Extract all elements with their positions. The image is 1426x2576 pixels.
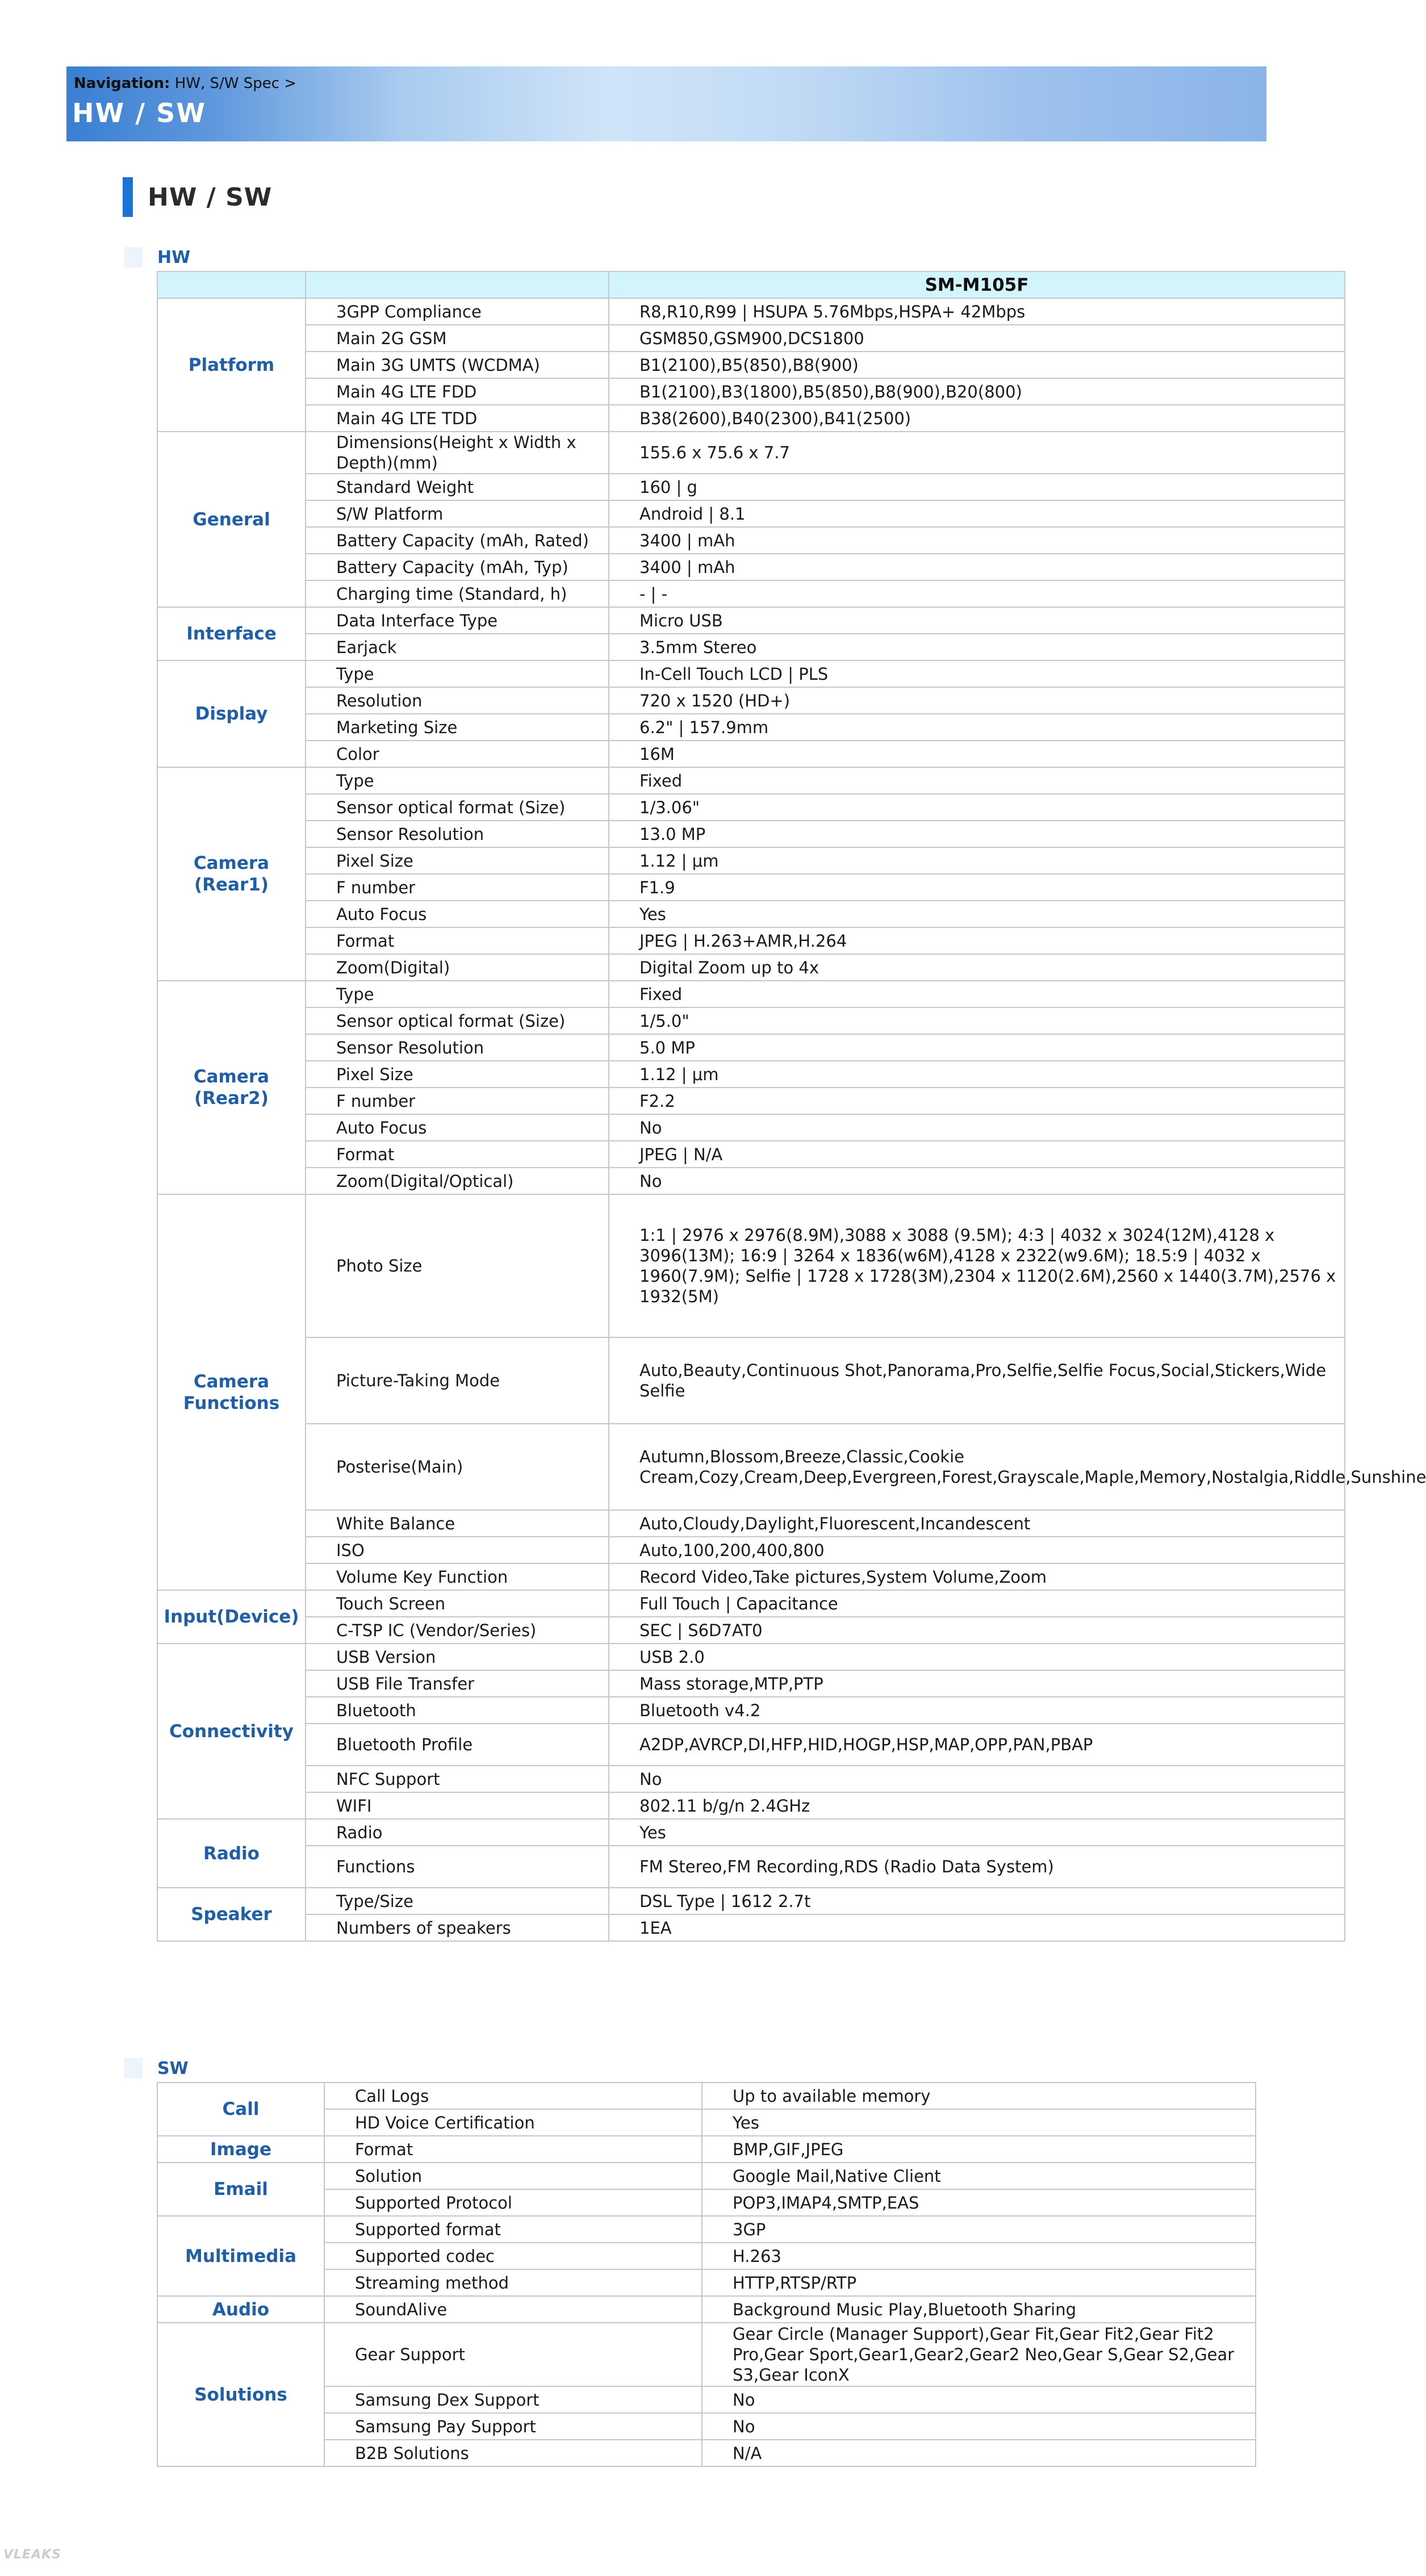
spec-row [157, 1337, 1345, 1424]
spec-key: F number [306, 874, 609, 901]
group-label: Image [157, 2136, 324, 2163]
sw-label: SW [157, 2058, 189, 2079]
spec-value: Fixed [609, 981, 1345, 1007]
group-label: Speaker [157, 1888, 306, 1941]
spec-row [157, 794, 1345, 821]
spec-row [157, 474, 1345, 500]
spec-value: 13.0 MP [609, 821, 1345, 847]
spec-key: Supported Protocol [324, 2189, 702, 2216]
breadcrumb-link[interactable]: HW, S/W Spec > [174, 75, 297, 92]
spec-key: Format [324, 2136, 702, 2163]
spec-value: GSM850,GSM900,DCS1800 [609, 325, 1345, 352]
spec-value: Yes [609, 1819, 1345, 1846]
spec-key: Supported codec [324, 2243, 702, 2269]
spec-value: 1/3.06" [609, 794, 1345, 821]
spec-value: Yes [609, 901, 1345, 927]
spec-row [157, 298, 1345, 325]
spec-key: Bluetooth [306, 1697, 609, 1724]
spec-value: R8,R10,R99 | HSUPA 5.76Mbps,HSPA+ 42Mbps [609, 298, 1345, 325]
model-header: SM-M105F [609, 271, 1345, 298]
spec-row [157, 1914, 1345, 1941]
sw-subheading [124, 2058, 189, 2079]
header-empty-cell [306, 271, 609, 298]
spec-row [157, 821, 1345, 847]
spec-value: FM Stereo,FM Recording,RDS (Radio Data System) [609, 1846, 1345, 1888]
spec-key: Main 3G UMTS (WCDMA) [306, 352, 609, 378]
section-title: HW / SW [148, 182, 273, 212]
spec-key: WIFI [306, 1792, 609, 1819]
spec-key: Type/Size [306, 1888, 609, 1914]
spec-key: Gear Support [324, 2323, 702, 2386]
hw-subheading [124, 247, 190, 267]
spec-key: Format [306, 1141, 609, 1168]
spec-key: B2B Solutions [324, 2440, 702, 2466]
spec-key: Resolution [306, 687, 609, 714]
spec-row [157, 767, 1345, 794]
group-label: Camera Functions [157, 1194, 306, 1590]
spec-key: Bluetooth Profile [306, 1724, 609, 1766]
breadcrumb-label: Navigation: [74, 75, 170, 92]
spec-value: - | - [609, 580, 1345, 607]
group-label: Input(Device) [157, 1590, 306, 1644]
spec-row [157, 554, 1345, 580]
spec-row [157, 1617, 1345, 1644]
spec-value: F2.2 [609, 1088, 1345, 1114]
spec-row [157, 378, 1345, 405]
spec-row [157, 1590, 1345, 1617]
spec-key: Sensor optical format (Size) [306, 1007, 609, 1034]
spec-value: Up to available memory [702, 2082, 1256, 2109]
spec-key: Pixel Size [306, 1061, 609, 1088]
spec-value: No [609, 1168, 1345, 1194]
spec-value: JPEG | H.263+AMR,H.264 [609, 927, 1345, 954]
spec-key: Radio [306, 1819, 609, 1846]
spec-value: 720 x 1520 (HD+) [609, 687, 1345, 714]
spec-value: 155.6 x 75.6 x 7.7 [609, 432, 1345, 474]
spec-value: N/A [702, 2440, 1256, 2466]
group-label: Connectivity [157, 1644, 306, 1819]
spec-value: Background Music Play,Bluetooth Sharing [702, 2296, 1256, 2323]
spec-key: Auto Focus [306, 1114, 609, 1141]
spec-key: SoundAlive [324, 2296, 702, 2323]
spec-value: Bluetooth v4.2 [609, 1697, 1345, 1724]
spec-row [157, 1766, 1345, 1792]
spec-row [157, 1510, 1345, 1537]
spec-value: 16M [609, 741, 1345, 767]
spec-value: 1.12 | μm [609, 847, 1345, 874]
spec-key: HD Voice Certification [324, 2109, 702, 2136]
spec-key: Supported format [324, 2216, 702, 2243]
spec-row [157, 1168, 1345, 1194]
spec-value: 3400 | mAh [609, 554, 1345, 580]
spec-value: No [609, 1114, 1345, 1141]
spec-row [157, 2163, 1256, 2189]
spec-row [157, 1670, 1345, 1697]
spec-row [157, 714, 1345, 741]
spec-row [157, 1819, 1345, 1846]
spec-key: Streaming method [324, 2269, 702, 2296]
spec-row [157, 1846, 1345, 1888]
hw-marker-box [124, 247, 143, 267]
spec-value: USB 2.0 [609, 1644, 1345, 1670]
spec-value: In-Cell Touch LCD | PLS [609, 660, 1345, 687]
spec-key: NFC Support [306, 1766, 609, 1792]
spec-value: B1(2100),B3(1800),B5(850),B8(900),B20(800) [609, 378, 1345, 405]
group-label: Interface [157, 607, 306, 660]
group-label: Email [157, 2163, 324, 2216]
spec-key: Samsung Pay Support [324, 2413, 702, 2440]
spec-value: Fixed [609, 767, 1345, 794]
spec-key: Standard Weight [306, 474, 609, 500]
group-label: Solutions [157, 2323, 324, 2466]
spec-value: A2DP,AVRCP,DI,HFP,HID,HOGP,HSP,MAP,OPP,PAN,PBAP [609, 1724, 1345, 1766]
spec-key: F number [306, 1088, 609, 1114]
spec-key: Main 2G GSM [306, 325, 609, 352]
spec-key: Functions [306, 1846, 609, 1888]
spec-row [157, 874, 1345, 901]
hw-label: HW [157, 247, 191, 267]
spec-value: 3.5mm Stereo [609, 634, 1345, 660]
spec-value: Google Mail,Native Client [702, 2163, 1256, 2189]
spec-value: JPEG | N/A [609, 1141, 1345, 1168]
spec-row [157, 847, 1345, 874]
spec-key: Sensor Resolution [306, 821, 609, 847]
spec-row [157, 1007, 1345, 1034]
spec-row [157, 954, 1345, 981]
spec-row [157, 432, 1345, 474]
spec-key: Dimensions(Height x Width x Depth)(mm) [306, 432, 609, 474]
spec-value: 1.12 | μm [609, 1061, 1345, 1088]
spec-value: 6.2" | 157.9mm [609, 714, 1345, 741]
spec-key: Solution [324, 2163, 702, 2189]
spec-row [157, 2323, 1256, 2386]
spec-row [157, 1061, 1345, 1088]
spec-row [157, 1563, 1345, 1590]
group-label: Display [157, 660, 306, 767]
spec-key: Auto Focus [306, 901, 609, 927]
spec-value: Gear Circle (Manager Support),Gear Fit,Gear Fit2,Gear Fit2 Pro,Gear Sport,Gear1,Gear2,Gear2 Neo,Gear S,Gear S2,Gear S3,Gear IconX [702, 2323, 1256, 2386]
spec-key: Numbers of speakers [306, 1914, 609, 1941]
spec-key: Posterise(Main) [306, 1424, 609, 1510]
spec-row [157, 2136, 1256, 2163]
spec-value: 3400 | mAh [609, 527, 1345, 554]
group-label: Call [157, 2082, 324, 2136]
spec-value: HTTP,RTSP/RTP [702, 2269, 1256, 2296]
spec-key: Samsung Dex Support [324, 2386, 702, 2413]
hw-spec-table [157, 271, 1426, 1942]
spec-row [157, 1088, 1345, 1114]
spec-key: Type [306, 981, 609, 1007]
group-label: Camera (Rear2) [157, 981, 306, 1194]
spec-value: Yes [702, 2109, 1256, 2136]
spec-row [157, 1424, 1345, 1510]
spec-row [157, 607, 1345, 634]
group-label: Radio [157, 1819, 306, 1888]
spec-row [157, 2082, 1256, 2109]
spec-value: No [702, 2386, 1256, 2413]
group-label: Camera (Rear1) [157, 767, 306, 981]
spec-value: Digital Zoom up to 4x [609, 954, 1345, 981]
spec-row [157, 927, 1345, 954]
section-heading [123, 177, 272, 217]
section-accent-bar [123, 177, 133, 217]
spec-row [157, 405, 1345, 432]
spec-key: Zoom(Digital) [306, 954, 609, 981]
spec-value: 160 | g [609, 474, 1345, 500]
spec-value: Micro USB [609, 607, 1345, 634]
spec-value: 5.0 MP [609, 1034, 1345, 1061]
spec-key: Format [306, 927, 609, 954]
spec-value: POP3,IMAP4,SMTP,EAS [702, 2189, 1256, 2216]
header-empty-cell [157, 271, 306, 298]
spec-value: Android | 8.1 [609, 500, 1345, 527]
spec-row [157, 1724, 1345, 1766]
spec-key: 3GPP Compliance [306, 298, 609, 325]
spec-value: 1/5.0" [609, 1007, 1345, 1034]
breadcrumb [74, 75, 296, 92]
spec-key: USB File Transfer [306, 1670, 609, 1697]
spec-key: Sensor optical format (Size) [306, 794, 609, 821]
spec-row [157, 1141, 1345, 1168]
spec-key: Touch Screen [306, 1590, 609, 1617]
spec-row [157, 1644, 1345, 1670]
spec-value: No [609, 1766, 1345, 1792]
spec-value: B1(2100),B5(850),B8(900) [609, 352, 1345, 378]
spec-value: F1.9 [609, 874, 1345, 901]
spec-value: 1EA [609, 1914, 1345, 1941]
spec-key: Zoom(Digital/Optical) [306, 1168, 609, 1194]
sw-spec-table [157, 2082, 1256, 2467]
watermark-logo: VLEAKS [3, 2548, 61, 2562]
spec-value: Full Touch | Capacitance [609, 1590, 1345, 1617]
spec-value: B38(2600),B40(2300),B41(2500) [609, 405, 1345, 432]
spec-key: Data Interface Type [306, 607, 609, 634]
spec-row [157, 687, 1345, 714]
spec-key: Pixel Size [306, 847, 609, 874]
spec-key: USB Version [306, 1644, 609, 1670]
spec-key: Charging time (Standard, h) [306, 580, 609, 607]
group-label: Platform [157, 298, 306, 432]
spec-key: Main 4G LTE TDD [306, 405, 609, 432]
spec-row [157, 634, 1345, 660]
spec-row [157, 580, 1345, 607]
spec-row [157, 1114, 1345, 1141]
spec-value: SEC | S6D7AT0 [609, 1617, 1345, 1644]
sw-marker-box [124, 2058, 143, 2079]
spec-key: S/W Platform [306, 500, 609, 527]
spec-row [157, 500, 1345, 527]
spec-key: Earjack [306, 634, 609, 660]
nav-title: HW / SW [72, 98, 206, 128]
spec-key: White Balance [306, 1510, 609, 1537]
group-label: General [157, 432, 306, 607]
spec-value: 1:1 | 2976 x 2976(8.9M),3088 x 3088 (9.5M); 4:3 | 4032 x 3024(12M),4128 x 3096(13M); 16:9 | 3264 x 1836(w6M),4128 x 2322(w9.6M); 18.5:9 | 4032 x 1960(7.9M); Selfie | 1728 x 1728(3M),2304 x 1120(2.6M),2560 x 1440(3.7M),2576 x 1932(5M) [609, 1194, 1345, 1337]
spec-row [157, 2216, 1256, 2243]
spec-row [157, 1792, 1345, 1819]
spec-value: DSL Type | 1612 2.7t [609, 1888, 1345, 1914]
spec-row [157, 352, 1345, 378]
spec-key: Main 4G LTE FDD [306, 378, 609, 405]
spec-value: Autumn,Blossom,Breeze,Classic,Cookie Cream,Cozy,Cream,Deep,Evergreen,Forest,Grayscale,Maple,Memory,Nostalgia,Riddle,Sunshine [609, 1424, 1345, 1510]
spec-row [157, 1537, 1345, 1563]
spec-value: Auto,Cloudy,Daylight,Fluorescent,Incandescent [609, 1510, 1345, 1537]
spec-row [157, 527, 1345, 554]
spec-value: BMP,GIF,JPEG [702, 2136, 1256, 2163]
spec-value: Record Video,Take pictures,System Volume,Zoom [609, 1563, 1345, 1590]
table-header-row [157, 271, 1345, 298]
spec-row [157, 1034, 1345, 1061]
spec-key: Sensor Resolution [306, 1034, 609, 1061]
spec-row [157, 741, 1345, 767]
spec-key: Call Logs [324, 2082, 702, 2109]
spec-key: C-TSP IC (Vendor/Series) [306, 1617, 609, 1644]
spec-key: Volume Key Function [306, 1563, 609, 1590]
spec-key: Picture-Taking Mode [306, 1337, 609, 1424]
spec-value: H.263 [702, 2243, 1256, 2269]
spec-key: Photo Size [306, 1194, 609, 1337]
spec-key: Type [306, 767, 609, 794]
spec-key: ISO [306, 1537, 609, 1563]
spec-value: Auto,Beauty,Continuous Shot,Panorama,Pro,Selfie,Selfie Focus,Social,Stickers,Wide Selfie [609, 1337, 1345, 1424]
spec-row [157, 981, 1345, 1007]
spec-value: 3GP [702, 2216, 1256, 2243]
spec-row [157, 660, 1345, 687]
spec-row [157, 901, 1345, 927]
spec-key: Type [306, 660, 609, 687]
spec-value: 802.11 b/g/n 2.4GHz [609, 1792, 1345, 1819]
group-label: Audio [157, 2296, 324, 2323]
spec-row [157, 325, 1345, 352]
spec-value: Auto,100,200,400,800 [609, 1537, 1345, 1563]
group-label: Multimedia [157, 2216, 324, 2296]
spec-value: Mass storage,MTP,PTP [609, 1670, 1345, 1697]
spec-key: Battery Capacity (mAh, Typ) [306, 554, 609, 580]
spec-row [157, 1194, 1345, 1337]
navigation-bar [66, 66, 1266, 141]
spec-row [157, 1888, 1345, 1914]
spec-key: Battery Capacity (mAh, Rated) [306, 527, 609, 554]
spec-row [157, 2296, 1256, 2323]
spec-key: Marketing Size [306, 714, 609, 741]
spec-value: No [702, 2413, 1256, 2440]
spec-key: Color [306, 741, 609, 767]
spec-row [157, 1697, 1345, 1724]
